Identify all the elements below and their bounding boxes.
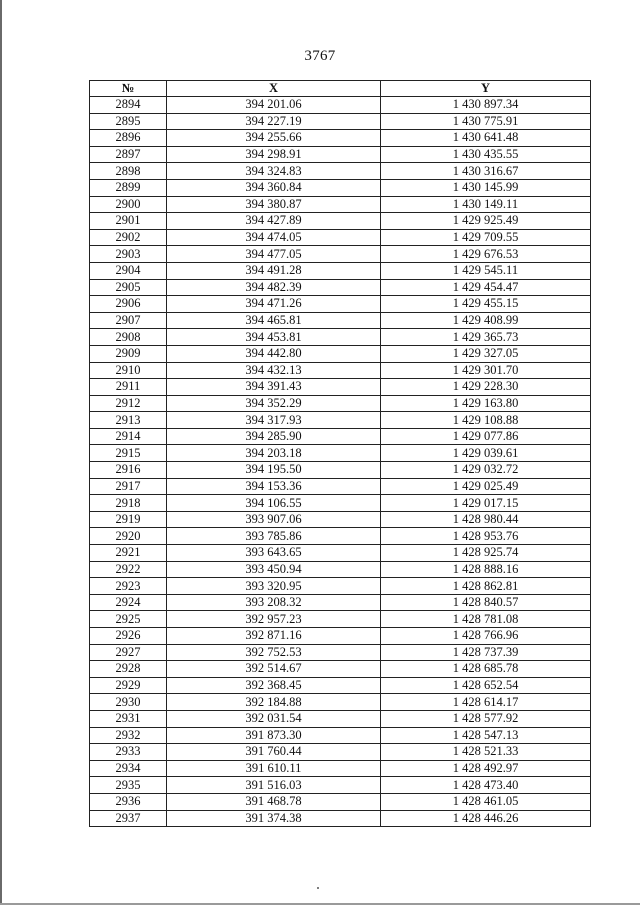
table-row [90, 810, 591, 827]
cell-x: 391 516.03 [167, 777, 381, 794]
cell-x: 392 184.88 [167, 694, 381, 711]
table-row [90, 644, 591, 661]
cell-y: 1 429 025.49 [381, 478, 591, 495]
cell-y: 1 428 925.74 [381, 545, 591, 562]
cell-y: 1 430 775.91 [381, 113, 591, 130]
cell-y: 1 430 145.99 [381, 179, 591, 196]
cell-number: 2923 [90, 578, 167, 595]
cell-x: 394 477.05 [167, 246, 381, 263]
cell-x: 394 474.05 [167, 229, 381, 246]
cell-y: 1 429 017.15 [381, 495, 591, 512]
table-row [90, 793, 591, 810]
cell-number: 2906 [90, 296, 167, 313]
cell-y: 1 428 521.33 [381, 744, 591, 761]
scan-speck [317, 887, 319, 889]
cell-y: 1 428 888.16 [381, 561, 591, 578]
cell-y: 1 429 545.11 [381, 262, 591, 279]
cell-y: 1 430 641.48 [381, 130, 591, 147]
cell-x: 394 391.43 [167, 379, 381, 396]
cell-number: 2899 [90, 179, 167, 196]
cell-number: 2894 [90, 97, 167, 114]
cell-x: 394 285.90 [167, 428, 381, 445]
cell-y: 1 428 577.92 [381, 710, 591, 727]
table-row [90, 478, 591, 495]
cell-x: 391 760.44 [167, 744, 381, 761]
table-row [90, 196, 591, 213]
cell-x: 392 752.53 [167, 644, 381, 661]
cell-number: 2900 [90, 196, 167, 213]
table-row [90, 777, 591, 794]
cell-y: 1 430 149.11 [381, 196, 591, 213]
cell-x: 394 298.91 [167, 146, 381, 163]
cell-number: 2898 [90, 163, 167, 180]
cell-y: 1 429 454.47 [381, 279, 591, 296]
table-row [90, 528, 591, 545]
table-row [90, 677, 591, 694]
cell-y: 1 428 781.08 [381, 611, 591, 628]
cell-number: 2927 [90, 644, 167, 661]
cell-x: 393 320.95 [167, 578, 381, 595]
column-header-x: X [167, 81, 381, 97]
table-row [90, 163, 591, 180]
cell-number: 2902 [90, 229, 167, 246]
table-row [90, 379, 591, 396]
cell-y: 1 428 953.76 [381, 528, 591, 545]
table-row [90, 395, 591, 412]
cell-number: 2895 [90, 113, 167, 130]
cell-number: 2934 [90, 760, 167, 777]
cell-number: 2925 [90, 611, 167, 628]
table-row [90, 296, 591, 313]
cell-y: 1 429 108.88 [381, 412, 591, 429]
cell-x: 394 255.66 [167, 130, 381, 147]
cell-number: 2896 [90, 130, 167, 147]
cell-number: 2937 [90, 810, 167, 827]
table-row [90, 710, 591, 727]
page-left-edge [0, 0, 2, 905]
cell-x: 394 432.13 [167, 362, 381, 379]
cell-number: 2917 [90, 478, 167, 495]
cell-number: 2911 [90, 379, 167, 396]
cell-y: 1 429 455.15 [381, 296, 591, 313]
cell-y: 1 429 327.05 [381, 345, 591, 362]
cell-number: 2907 [90, 312, 167, 329]
table-header-row [90, 81, 591, 97]
cell-number: 2904 [90, 262, 167, 279]
cell-y: 1 428 473.40 [381, 777, 591, 794]
cell-x: 394 427.89 [167, 213, 381, 230]
cell-y: 1 429 228.30 [381, 379, 591, 396]
cell-y: 1 429 925.49 [381, 213, 591, 230]
cell-number: 2926 [90, 628, 167, 645]
cell-x: 394 153.36 [167, 478, 381, 495]
cell-y: 1 428 652.54 [381, 677, 591, 694]
cell-x: 394 195.50 [167, 462, 381, 479]
cell-y: 1 429 365.73 [381, 329, 591, 346]
cell-x: 394 324.83 [167, 163, 381, 180]
cell-number: 2924 [90, 594, 167, 611]
cell-x: 391 374.38 [167, 810, 381, 827]
cell-x: 393 450.94 [167, 561, 381, 578]
cell-number: 2920 [90, 528, 167, 545]
cell-x: 392 871.16 [167, 628, 381, 645]
cell-y: 1 428 547.13 [381, 727, 591, 744]
table-row [90, 594, 591, 611]
cell-x: 394 453.81 [167, 329, 381, 346]
cell-number: 2913 [90, 412, 167, 429]
cell-number: 2905 [90, 279, 167, 296]
cell-y: 1 429 709.55 [381, 229, 591, 246]
cell-y: 1 429 408.99 [381, 312, 591, 329]
cell-x: 391 610.11 [167, 760, 381, 777]
cell-x: 394 482.39 [167, 279, 381, 296]
table-row [90, 312, 591, 329]
table-row [90, 362, 591, 379]
table-row [90, 279, 591, 296]
table-row [90, 561, 591, 578]
cell-y: 1 428 980.44 [381, 511, 591, 528]
cell-x: 392 957.23 [167, 611, 381, 628]
cell-x: 394 201.06 [167, 97, 381, 114]
cell-x: 394 317.93 [167, 412, 381, 429]
table-row [90, 462, 591, 479]
table-row [90, 578, 591, 595]
cell-number: 2897 [90, 146, 167, 163]
cell-y: 1 430 435.55 [381, 146, 591, 163]
column-header-y: Y [381, 81, 591, 97]
table-row [90, 97, 591, 114]
cell-number: 2928 [90, 661, 167, 678]
table-row [90, 146, 591, 163]
table-row [90, 628, 591, 645]
cell-x: 392 514.67 [167, 661, 381, 678]
cell-y: 1 429 163.80 [381, 395, 591, 412]
table-row [90, 661, 591, 678]
cell-x: 392 031.54 [167, 710, 381, 727]
table-row [90, 345, 591, 362]
cell-y: 1 429 676.53 [381, 246, 591, 263]
table-row [90, 495, 591, 512]
cell-x: 394 380.87 [167, 196, 381, 213]
column-header-number: № [90, 81, 167, 97]
cell-y: 1 429 301.70 [381, 362, 591, 379]
table-row [90, 130, 591, 147]
table-row [90, 445, 591, 462]
table-row [90, 179, 591, 196]
cell-number: 2918 [90, 495, 167, 512]
table-row [90, 545, 591, 562]
cell-number: 2910 [90, 362, 167, 379]
coordinates-table [89, 80, 591, 827]
cell-x: 391 468.78 [167, 793, 381, 810]
cell-number: 2908 [90, 329, 167, 346]
cell-x: 394 491.28 [167, 262, 381, 279]
cell-number: 2909 [90, 345, 167, 362]
cell-x: 393 643.65 [167, 545, 381, 562]
cell-x: 392 368.45 [167, 677, 381, 694]
table-row [90, 760, 591, 777]
table-row [90, 229, 591, 246]
cell-y: 1 430 316.67 [381, 163, 591, 180]
page-number: 3767 [304, 48, 336, 64]
cell-number: 2936 [90, 793, 167, 810]
table-row [90, 511, 591, 528]
cell-x: 394 227.19 [167, 113, 381, 130]
cell-x: 393 785.86 [167, 528, 381, 545]
table-row [90, 213, 591, 230]
cell-number: 2901 [90, 213, 167, 230]
cell-y: 1 428 766.96 [381, 628, 591, 645]
cell-x: 394 352.29 [167, 395, 381, 412]
cell-y: 1 428 446.26 [381, 810, 591, 827]
cell-number: 2933 [90, 744, 167, 761]
cell-x: 393 208.32 [167, 594, 381, 611]
cell-y: 1 428 614.17 [381, 694, 591, 711]
cell-x: 393 907.06 [167, 511, 381, 528]
cell-number: 2932 [90, 727, 167, 744]
table-row [90, 744, 591, 761]
table-row [90, 611, 591, 628]
cell-x: 394 203.18 [167, 445, 381, 462]
table-row [90, 246, 591, 263]
table-row [90, 412, 591, 429]
cell-number: 2915 [90, 445, 167, 462]
cell-y: 1 428 737.39 [381, 644, 591, 661]
cell-number: 2930 [90, 694, 167, 711]
cell-y: 1 428 461.05 [381, 793, 591, 810]
table-body [90, 97, 591, 827]
table-row [90, 113, 591, 130]
cell-y: 1 429 077.86 [381, 428, 591, 445]
cell-x: 394 360.84 [167, 179, 381, 196]
cell-number: 2931 [90, 710, 167, 727]
cell-number: 2935 [90, 777, 167, 794]
cell-number: 2922 [90, 561, 167, 578]
cell-x: 394 465.81 [167, 312, 381, 329]
cell-number: 2903 [90, 246, 167, 263]
cell-y: 1 428 492.97 [381, 760, 591, 777]
cell-number: 2916 [90, 462, 167, 479]
table-row [90, 329, 591, 346]
table-row [90, 694, 591, 711]
table-row [90, 727, 591, 744]
table-row [90, 262, 591, 279]
cell-number: 2929 [90, 677, 167, 694]
cell-y: 1 429 039.61 [381, 445, 591, 462]
cell-number: 2919 [90, 511, 167, 528]
cell-y: 1 428 685.78 [381, 661, 591, 678]
table-row [90, 428, 591, 445]
cell-x: 394 471.26 [167, 296, 381, 313]
cell-x: 394 442.80 [167, 345, 381, 362]
cell-x: 394 106.55 [167, 495, 381, 512]
cell-number: 2912 [90, 395, 167, 412]
cell-number: 2921 [90, 545, 167, 562]
cell-y: 1 430 897.34 [381, 97, 591, 114]
cell-y: 1 429 032.72 [381, 462, 591, 479]
cell-x: 391 873.30 [167, 727, 381, 744]
cell-y: 1 428 840.57 [381, 594, 591, 611]
cell-y: 1 428 862.81 [381, 578, 591, 595]
cell-number: 2914 [90, 428, 167, 445]
